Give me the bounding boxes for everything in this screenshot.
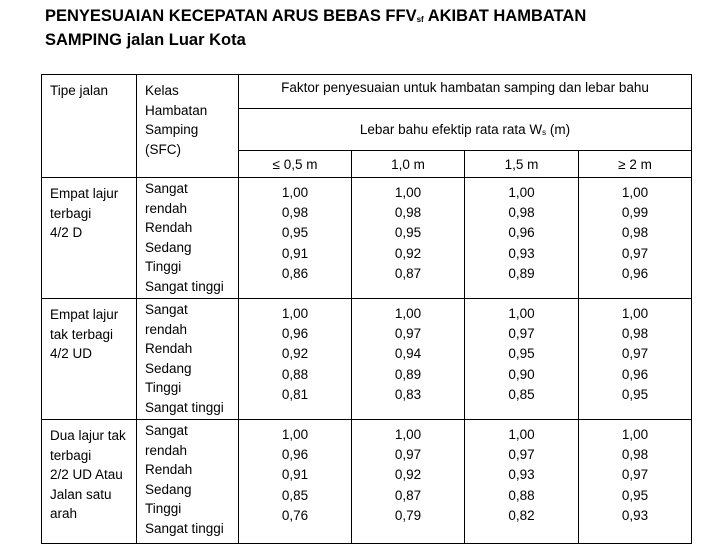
factor-value: 0,97 [394,447,422,463]
kelas-line: rendah [145,442,188,458]
factor-value: 0,95 [281,225,309,241]
kelas-line: Sedang [145,360,192,376]
kelas-line: Sangat [145,302,188,317]
cell-factor-values [579,299,692,420]
factor-value: 1,00 [508,306,535,321]
cell-factor-values [239,178,352,299]
cell-factor-values [465,299,579,420]
factor-value: 0,85 [281,487,309,503]
factor-value: 0,87 [394,487,422,503]
kelas-line: Sangat tinggi [145,278,224,294]
factor-value: 0,95 [621,386,649,402]
cell-factor-values [579,420,692,544]
kelas-line: Sangat [145,181,188,196]
factor-value: 0,82 [508,507,535,523]
factor-value: 0,88 [508,487,535,503]
factor-value: 1,00 [394,427,422,442]
table-row [42,178,692,299]
kelas-line: Sedang [145,239,192,255]
page-title [45,6,705,51]
cell-factor-values [352,420,465,544]
kelas-line: Sangat tinggi [145,520,224,536]
factor-value: 0,98 [621,326,649,342]
factor-value: 1,00 [621,427,649,442]
header-width-2: 1,5 m [465,151,579,178]
factor-value: 0,98 [621,447,649,463]
tipe-line: 4/2 D [50,225,83,240]
kelas-line: Rendah [145,462,193,477]
factor-value: 1,00 [281,427,309,442]
header-kelas-line: Kelas [145,83,179,98]
factor-value: 1,00 [621,185,649,200]
factor-value: 0,91 [281,467,309,483]
factor-value: 0,79 [394,507,422,523]
factor-value: 0,96 [281,447,309,463]
title-line-1: PENYESUAIAN KECEPATAN ARUS BEBAS $FFV_{sf}$ AKIBAT HAMBATAN [45,7,587,25]
factor-value: 0,95 [621,487,649,503]
tipe-line: 4/2 UD [50,346,93,361]
factor-value: 0,92 [281,346,309,362]
cell-tipe-jalan [42,178,137,299]
kelas-line: rendah [145,200,188,216]
kelas-line: Tinggi [145,380,182,395]
factor-value: 1,00 [394,185,422,200]
factor-value: 0,92 [394,245,422,261]
tipe-line: Empat lajur [50,186,119,201]
factor-value: 0,97 [621,346,649,362]
tipe-line: tak terbagi [50,326,114,342]
factor-value: 1,00 [621,306,649,321]
cell-factor-values [352,299,465,420]
tipe-line: Dua lajur tak [50,428,126,443]
factor-value: 0,93 [508,467,535,483]
kelas-line: Rendah [145,341,193,356]
factor-value: 0,89 [394,366,422,382]
kelas-line: Sangat [145,423,188,438]
cell-kelas-hambatan [137,299,239,420]
factor-value: 0,81 [281,386,309,402]
factor-value: 0,93 [508,245,535,261]
factor-value: 0,87 [394,265,422,281]
factor-value: 0,97 [394,326,422,342]
factor-value: 1,00 [508,185,535,200]
kelas-line: Tinggi [145,501,182,516]
tipe-line: terbagi [50,447,92,463]
cell-factor-values [465,178,579,299]
cell-tipe-jalan [42,420,137,544]
factor-value: 0,97 [621,467,649,483]
factor-value: 0,86 [281,265,309,281]
factor-value: 0,93 [621,507,649,523]
header-kelas-hambatan [137,75,239,178]
tipe-line: Empat lajur [50,307,119,322]
header-width-3: ≥ 2 m [579,151,692,178]
factor-value: 0,91 [281,245,309,261]
factor-value: 0,97 [508,447,535,463]
factor-value: 0,98 [281,205,309,221]
kelas-line: rendah [145,321,188,337]
table-row [42,299,692,420]
factor-value: 0,96 [621,366,649,382]
factor-value: 1,00 [394,306,422,321]
tipe-line: arah [50,506,78,521]
header-kelas-line: (SFC) [145,141,181,157]
kelas-line: Sangat tinggi [145,399,224,415]
factor-value: 1,00 [508,427,535,442]
cell-kelas-hambatan [137,420,239,544]
header-width-0: ≤ 0,5 m [239,151,352,178]
cell-factor-values [579,178,692,299]
factor-value: 0,97 [508,326,535,342]
factor-value: 1,00 [281,306,309,321]
header-lebar-bahu: Lebar bahu efektip rata rata $W_s$ (m) [239,109,692,151]
factor-value: 0,95 [508,346,535,362]
cell-factor-values [465,420,579,544]
factor-value: 0,83 [394,386,422,402]
header-kelas-line: Samping [145,122,199,137]
factor-value: 0,85 [508,386,535,402]
header-kelas-line: Hambatan [145,102,208,118]
kelas-line: Rendah [145,220,193,235]
header-tipe-jalan: Tipe jalan [42,75,137,178]
factor-value: 0,98 [621,225,649,241]
table-row [42,420,692,544]
factor-value: 0,96 [281,326,309,342]
factor-value: 0,76 [281,507,309,523]
cell-factor-values [352,178,465,299]
factor-value: 0,90 [508,366,535,382]
factor-value: 0,99 [621,205,649,221]
factor-value: 0,96 [508,225,535,241]
factor-value: 0,98 [508,205,535,221]
factor-value: 0,92 [394,467,422,483]
tipe-line: Jalan satu [50,486,112,502]
tipe-line: 2/2 UD Atau [50,467,123,482]
header-faktor-penyesuaian: Faktor penyesuaian untuk hambatan samping dan lebar bahu [239,75,692,109]
factor-value: 0,98 [394,205,422,221]
adjustment-factor-table [41,74,692,544]
cell-factor-values [239,299,352,420]
factor-value: 0,97 [621,245,649,261]
factor-value: 0,96 [621,265,649,281]
cell-kelas-hambatan [137,178,239,299]
factor-value: 0,95 [394,225,422,241]
title-line-2: SAMPING jalan Luar Kota [45,31,246,49]
factor-value: 1,00 [281,185,309,200]
factor-value: 0,88 [281,366,309,382]
kelas-line: Tinggi [145,259,182,274]
cell-tipe-jalan [42,299,137,420]
kelas-line: Sedang [145,481,192,497]
factor-value: 0,89 [508,265,535,281]
header-width-1: 1,0 m [352,151,465,178]
tipe-line: terbagi [50,205,92,221]
cell-factor-values [239,420,352,544]
factor-value: 0,94 [394,346,422,362]
